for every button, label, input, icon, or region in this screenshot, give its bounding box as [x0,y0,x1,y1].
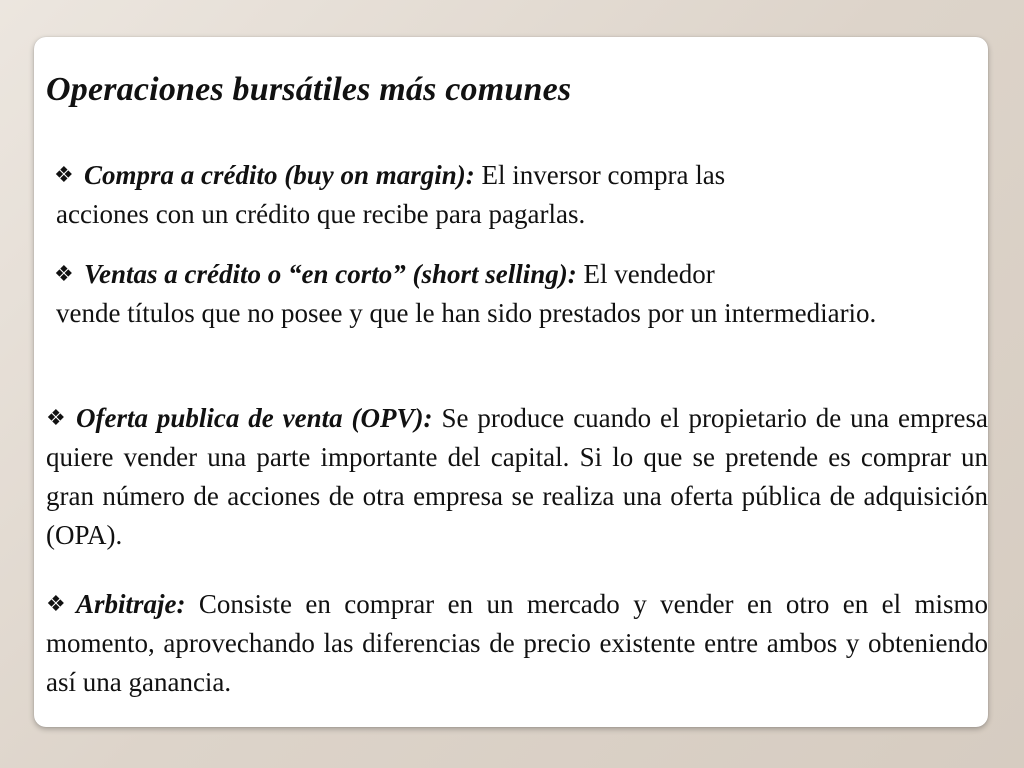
item-text: El inversor compra las [481,160,726,190]
item-text: El vendedor [583,259,715,289]
item-text-continued: acciones con un crédito que recibe para pagarlas. [56,199,586,229]
item-text-continued: vende títulos que no posee y que le han sido prestados por un intermediario. [56,298,877,328]
list-item-compra-a-credito [54,155,914,234]
list-item-ventas-a-credito [54,254,904,333]
item-term: Oferta publica de venta (OPV): [76,403,433,433]
diamond-bullet-icon: ❖ [46,591,66,616]
item-term: Compra a crédito (buy on margin): [84,160,475,190]
slide-card [34,37,988,727]
item-term: Ventas a crédito o “en corto” (short selling): [84,259,577,289]
item-term: Arbitraje: [76,589,186,619]
diamond-bullet-icon: ❖ [46,405,66,430]
diamond-bullet-icon: ❖ [54,162,74,187]
list-item-opv [46,398,988,555]
list-item-arbitraje [46,584,988,702]
slide-title: Operaciones bursátiles más comunes [46,71,572,108]
item-text: Se produce cuando el propietario de una empresa quiere vender una parte importante del capital. Si lo que se pretende es comprar un gran número de acciones de otra empresa se realiza una oferta pública de adquisición (OPA). [46,403,989,550]
item-text: Consiste en comprar en un mercado y vender en otro en el mismo momento, aprovechando las diferencias de precio existente entre ambos y obteniendo así una ganancia. [46,589,989,697]
diamond-bullet-icon: ❖ [54,261,74,286]
